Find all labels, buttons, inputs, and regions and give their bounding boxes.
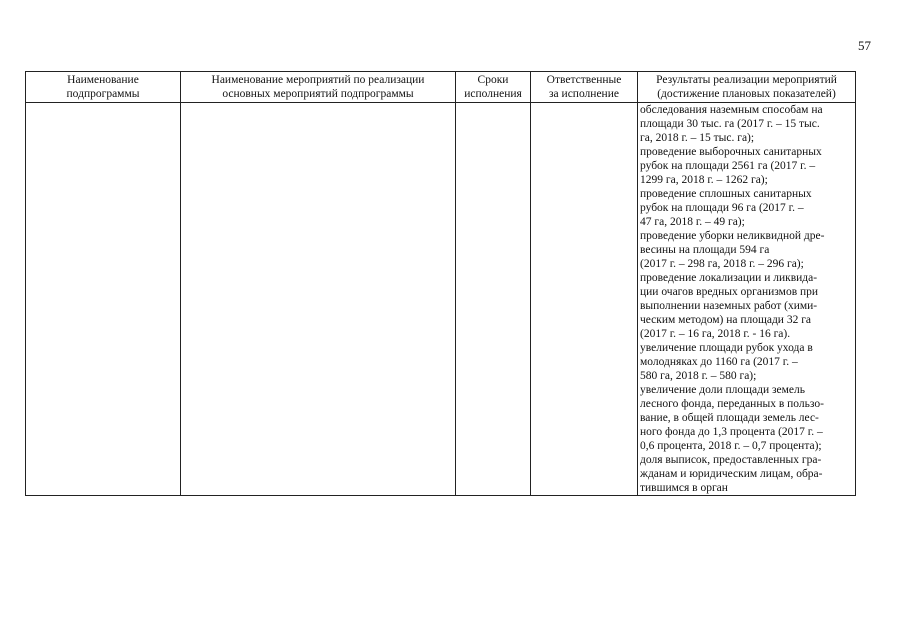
table-row xyxy=(26,103,856,496)
result-line: ции очагов вредных организмов при xyxy=(640,286,819,298)
result-line: вание, в общей площади земель лес- xyxy=(640,412,819,424)
result-line: рубок на площади 96 га (2017 г. – xyxy=(640,202,804,214)
result-line: площади 30 тыс. га (2017 г. – 15 тыс. xyxy=(640,118,820,130)
result-line: рубок на площади 2561 га (2017 г. – xyxy=(640,160,816,172)
result-line: лесного фонда, переданных в пользо- xyxy=(640,398,824,410)
result-line: проведение уборки неликвидной дре- xyxy=(640,230,825,242)
result-line: тившимся в орган xyxy=(640,482,728,494)
header-line: Ответственные xyxy=(546,74,622,86)
result-line: увеличение площади рубок ухода в xyxy=(640,342,813,354)
cell-results xyxy=(638,103,856,496)
measures-table xyxy=(25,71,856,496)
result-line: проведение выборочных санитарных xyxy=(640,146,822,158)
header-line: Сроки xyxy=(477,74,509,86)
result-line: проведение локализации и ликвида- xyxy=(640,272,818,284)
cell-subprogram xyxy=(26,103,181,496)
result-line: молодняках до 1160 га (2017 г. – xyxy=(640,356,798,368)
result-line: ного фонда до 1,3 процента (2017 г. – xyxy=(640,426,823,438)
result-line: 580 га, 2018 г. – 580 га); xyxy=(640,370,757,382)
header-line: подпрограммы xyxy=(66,88,140,100)
header-subprogram-name xyxy=(26,72,181,103)
header-line: за исполнение xyxy=(549,88,619,100)
result-line: 0,6 процента, 2018 г. – 0,7 процента); xyxy=(640,440,822,452)
result-line: жданам и юридическим лицам, обра- xyxy=(640,468,823,480)
result-line: ческим методом) на площади 32 га xyxy=(640,314,812,326)
result-line: доля выписок, предоставленных гра- xyxy=(640,454,822,466)
cell-measures xyxy=(181,103,456,496)
page-number: 57 xyxy=(858,38,871,53)
result-line: выполнении наземных работ (хими- xyxy=(640,300,818,312)
header-responsible xyxy=(531,72,638,103)
result-line: (2017 г. – 298 га, 2018 г. – 296 га); xyxy=(640,258,804,270)
result-line: 1299 га, 2018 г. – 1262 га); xyxy=(640,174,768,186)
header-deadlines xyxy=(456,72,531,103)
header-measures-name xyxy=(181,72,456,103)
header-line: Наименование xyxy=(67,74,139,86)
result-line: 47 га, 2018 г. – 49 га); xyxy=(640,216,745,228)
header-line: Наименование мероприятий по реализации xyxy=(211,74,425,86)
result-line: увеличение доли площади земель xyxy=(640,384,805,396)
header-results xyxy=(638,72,856,103)
result-line: га, 2018 г. – 15 тыс. га); xyxy=(640,132,755,144)
header-line: основных мероприятий подпрограммы xyxy=(222,88,414,100)
result-line: проведение сплошных санитарных xyxy=(640,188,812,200)
cell-deadlines xyxy=(456,103,531,496)
cell-responsible xyxy=(531,103,638,496)
header-line: исполнения xyxy=(464,88,522,100)
result-line: весины на площади 594 га xyxy=(640,244,770,256)
table-header-row xyxy=(26,72,856,103)
result-line: (2017 г. – 16 га, 2018 г. - 16 га). xyxy=(640,328,791,340)
result-line: обследования наземным способам на xyxy=(640,104,823,116)
header-line: (достижение плановых показателей) xyxy=(657,88,836,100)
header-line: Результаты реализации мероприятий xyxy=(656,74,837,86)
